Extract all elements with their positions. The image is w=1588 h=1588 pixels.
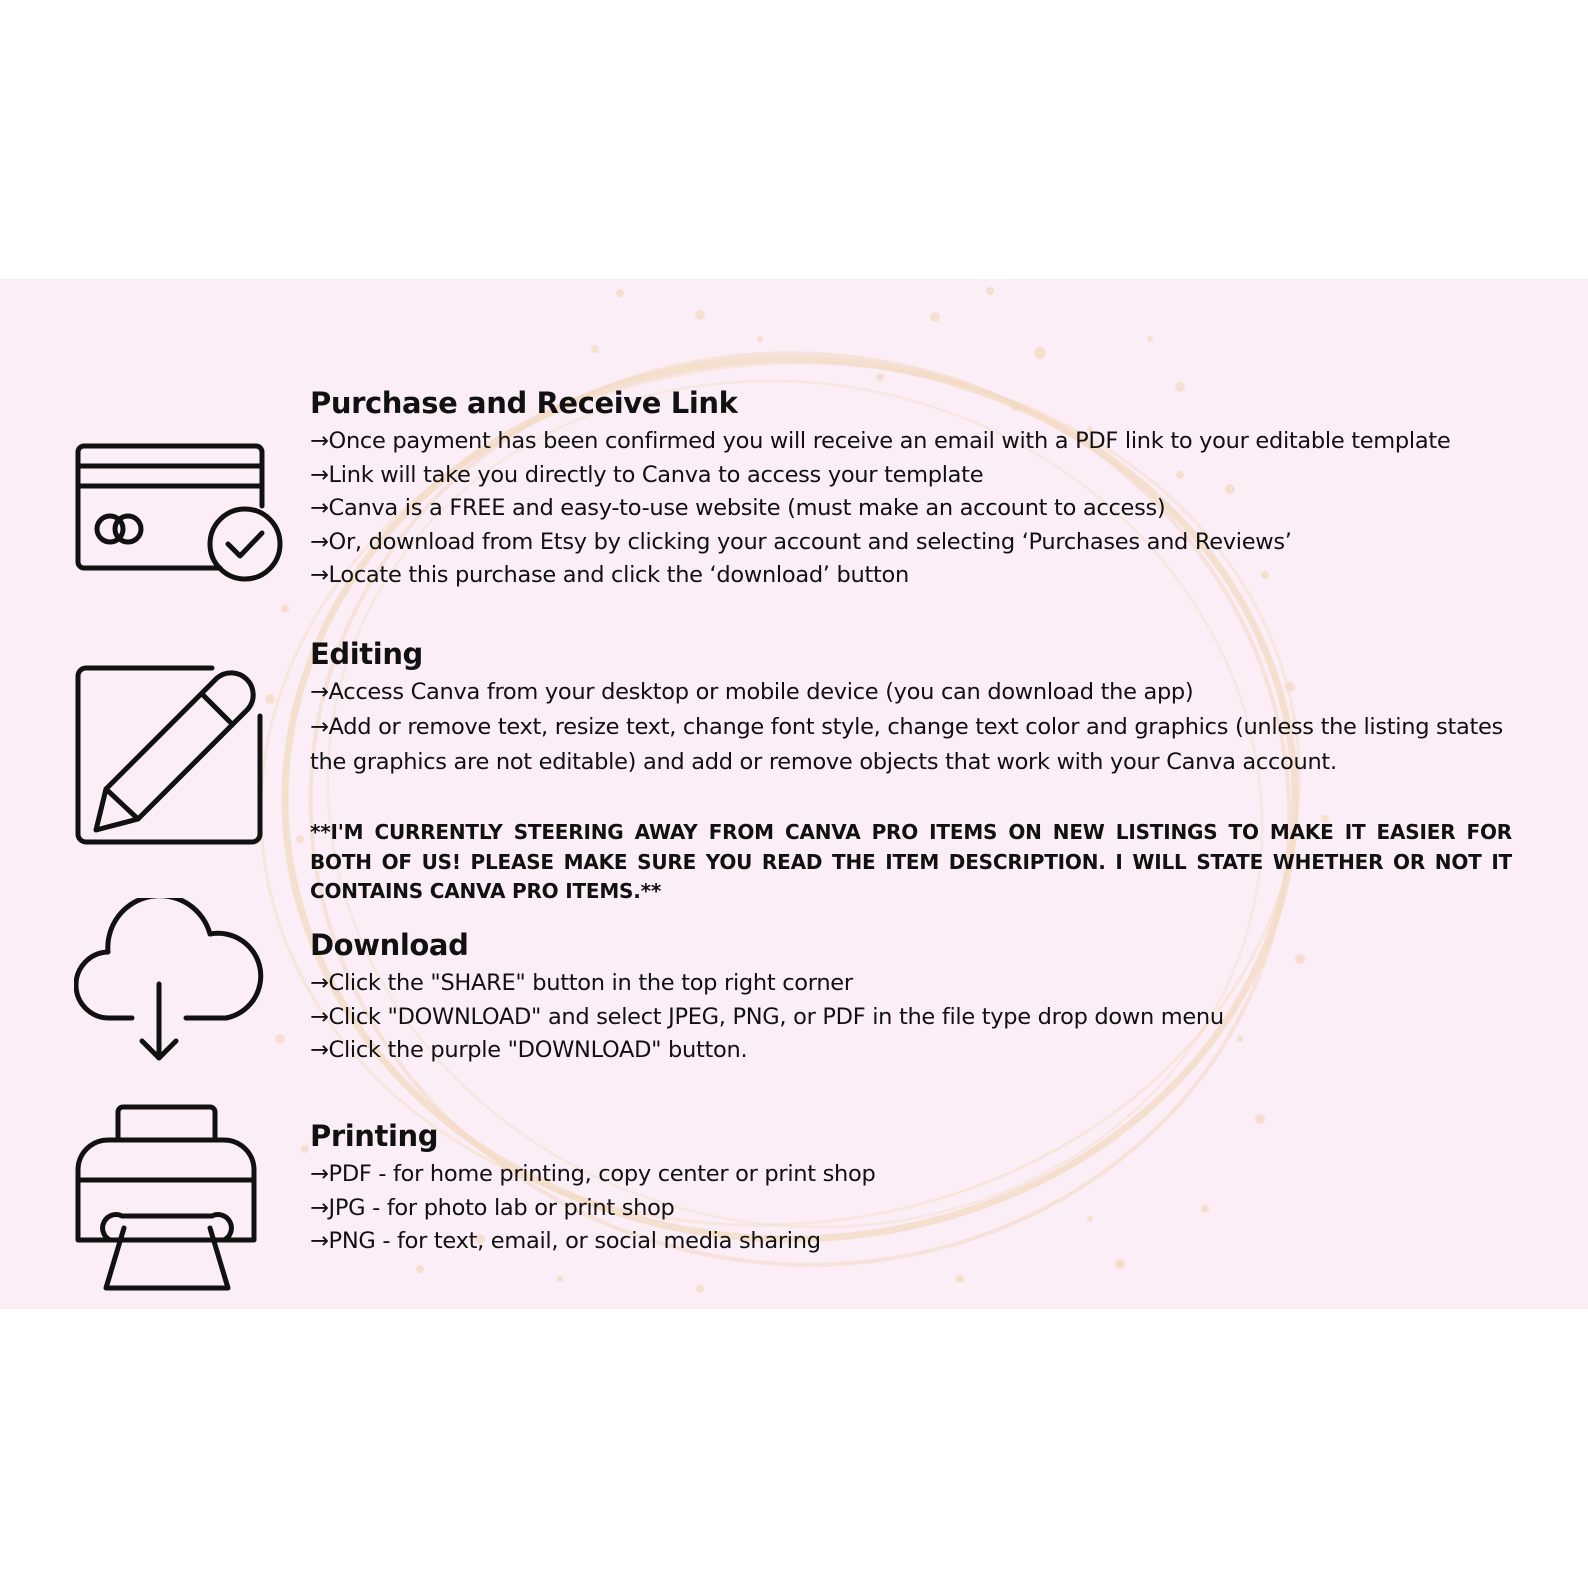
editing-section	[310, 634, 1512, 780]
editing-step-1: →Access Canva from your desktop or mobile device (you can download the app)	[310, 679, 1194, 705]
canva-pro-notice: **I'M CURRENTLY STEERING AWAY FROM CANVA PRO ITEMS ON NEW LISTINGS TO MAKE IT EASIER FOR BOTH OF US! PLEASE MAKE SURE YOU READ THE ITEM DESCRIPTION. I WILL STATE WHETHER OR NOT IT CONTAINS CANVA PRO ITEMS.**	[310, 820, 1512, 903]
editing-step-2: →Add or remove text, resize text, change font style, change text color and graphics (unless the listing states the graphics are not editable) and add or remove objects that work with your Canva account.	[310, 713, 1503, 775]
editing-section-title: Editing	[310, 637, 423, 671]
purchase-step-5: →Locate this purchase and click the ‘download’ button	[310, 562, 909, 588]
purchase-step-2: →Link will take you directly to Canva to access your template	[310, 461, 984, 488]
printing-option-pdf: →PDF - for home printing, copy center or print shop	[310, 1161, 876, 1187]
cloud-download-icon	[74, 898, 264, 1068]
download-section-title: Download	[310, 928, 469, 962]
purchase-section	[310, 383, 1512, 593]
edit-pencil-icon	[74, 664, 274, 854]
purchase-step-3: →Canva is a FREE and easy-to-use website (must make an account to access)	[310, 495, 1166, 521]
purchase-section-title: Purchase and Receive Link	[310, 386, 738, 420]
download-step-2: →Click "DOWNLOAD" and select JPEG, PNG, or PDF in the file type drop down menu	[310, 1003, 1224, 1030]
printing-section-title: Printing	[310, 1119, 439, 1153]
printing-option-png: →PNG - for text, email, or social media sharing	[310, 1228, 821, 1254]
purchase-step-1: →Once payment has been confirmed you will receive an email with a PDF link to your editable template	[310, 428, 1451, 454]
download-section	[310, 925, 1512, 1068]
download-step-3: →Click the purple "DOWNLOAD" button.	[310, 1037, 748, 1063]
printing-section	[310, 1116, 1512, 1259]
credit-card-check-icon	[72, 440, 292, 590]
printer-icon	[72, 1104, 272, 1294]
printing-option-jpg: →JPG - for photo lab or print shop	[310, 1194, 675, 1221]
download-step-1: →Click the "SHARE" button in the top right corner	[310, 970, 853, 996]
purchase-step-4: →Or, download from Etsy by clicking your account and selecting ‘Purchases and Reviews’	[310, 528, 1292, 555]
